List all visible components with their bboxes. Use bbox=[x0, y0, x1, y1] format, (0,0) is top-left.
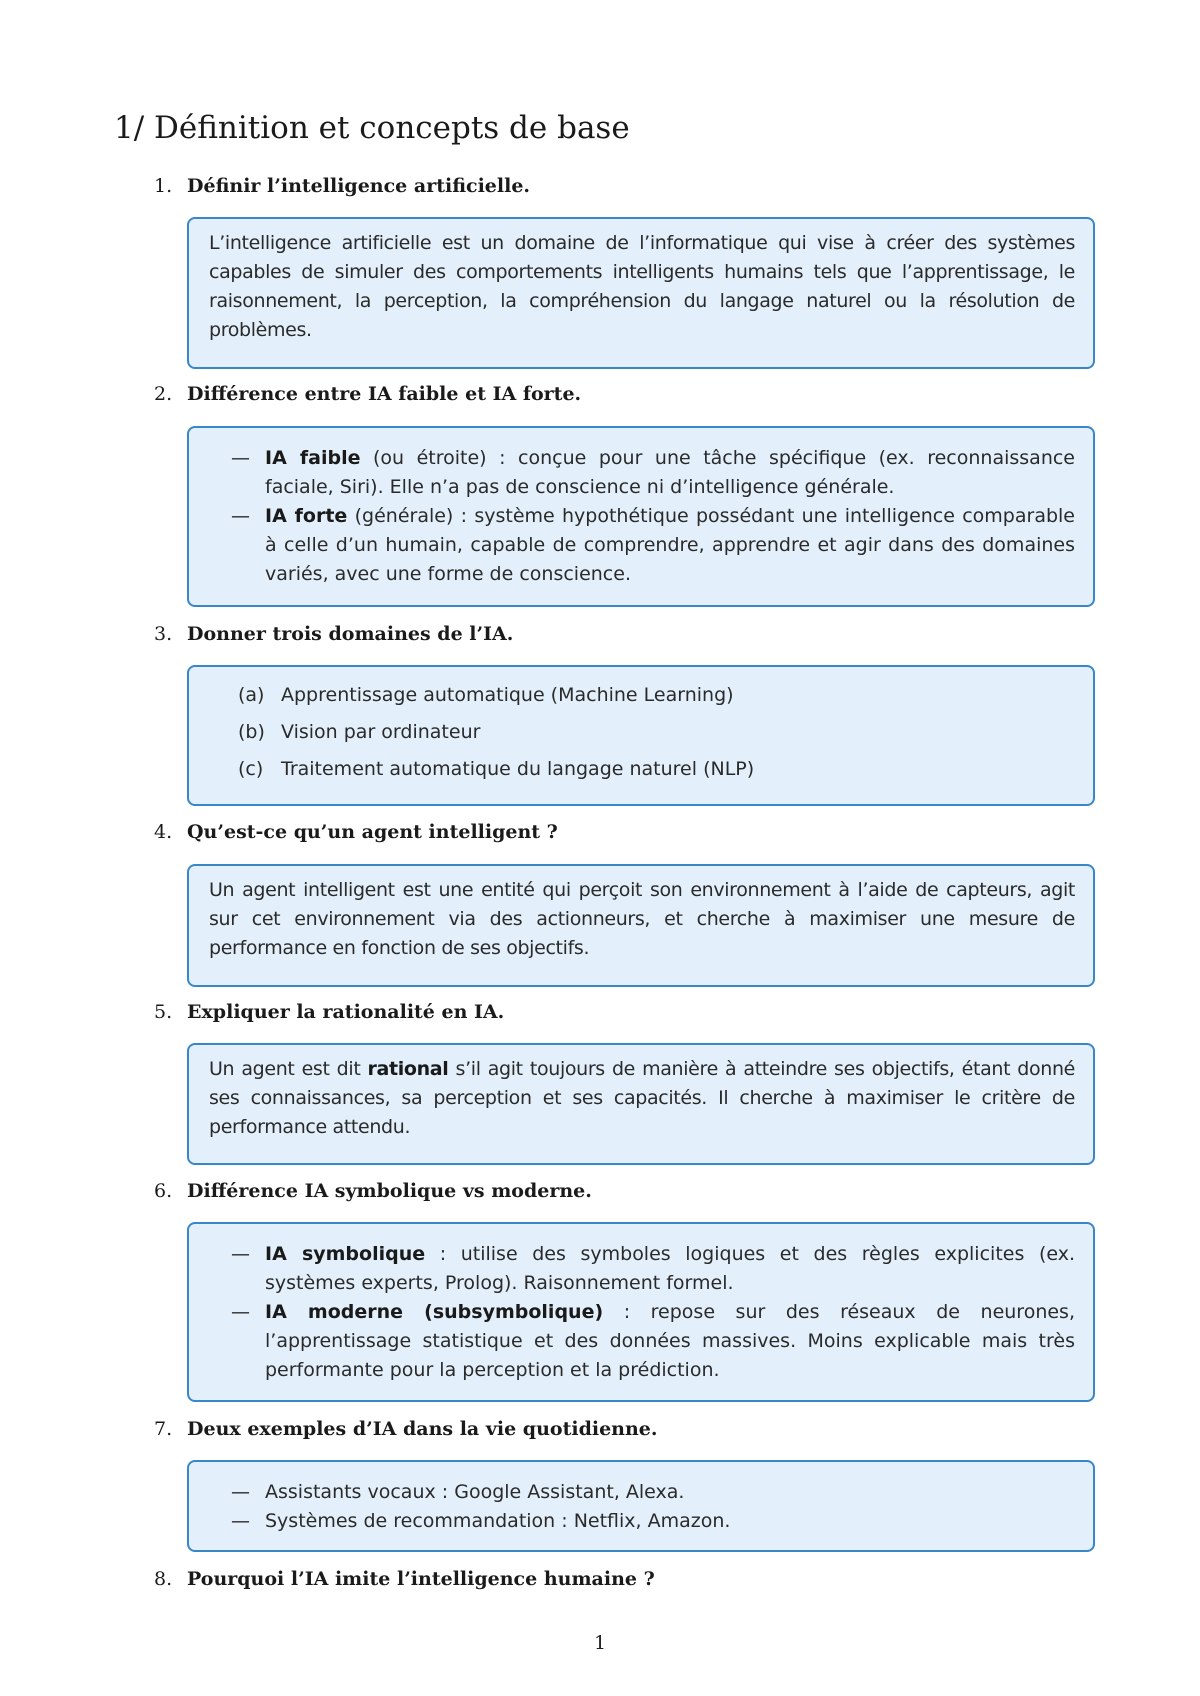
answer-box bbox=[187, 1222, 1095, 1402]
dash-marker: — bbox=[231, 447, 250, 469]
bullet-list bbox=[209, 1240, 1075, 1385]
item-label: (b) bbox=[238, 721, 265, 743]
answer-box bbox=[187, 1460, 1095, 1552]
answer-text bbox=[209, 1055, 1075, 1142]
question-title: Expliquer la rationalité en IA. bbox=[187, 1001, 505, 1023]
term-description: (ou étroite) : conçue pour une tâche spécifique (ex. reconnaissance faciale, Siri). Elle n’a pas de conscience ni d’intelligence générale. bbox=[265, 447, 1076, 498]
answer-box bbox=[187, 864, 1095, 987]
term-description: (générale) : système hypothétique possédant une intelligence comparable à celle d’un humain, capable de comprendre, apprendre et agir dans des domaines variés, avec une forme de conscience. bbox=[265, 505, 1075, 585]
question-heading bbox=[154, 1415, 658, 1443]
question-number: 8. bbox=[154, 1568, 173, 1590]
dash-marker: — bbox=[231, 1243, 250, 1265]
enumerated-list bbox=[209, 681, 1075, 784]
question-title: Différence entre IA faible et IA forte. bbox=[187, 383, 582, 405]
highlighted-term: rational bbox=[367, 1058, 449, 1080]
question-title: Qu’est-ce qu’un agent intelligent ? bbox=[187, 821, 558, 843]
term: IA forte bbox=[265, 505, 348, 527]
item-text: Systèmes de recommandation : Netflix, Amazon. bbox=[265, 1510, 731, 1532]
question-title: Pourquoi l’IA imite l’intelligence humaine ? bbox=[187, 1568, 655, 1590]
answer-box bbox=[187, 217, 1095, 369]
question-title: Donner trois domaines de l’IA. bbox=[187, 623, 514, 645]
item-text: Vision par ordinateur bbox=[281, 721, 481, 743]
bullet-list bbox=[209, 444, 1075, 589]
dash-marker: — bbox=[231, 1481, 250, 1503]
question-number: 3. bbox=[154, 623, 173, 645]
item-label: (a) bbox=[238, 684, 265, 706]
question-number: 2. bbox=[154, 383, 173, 405]
dash-marker: — bbox=[231, 1301, 250, 1323]
list-item bbox=[231, 1478, 1075, 1507]
list-item bbox=[231, 1298, 1075, 1385]
dash-marker: — bbox=[231, 505, 250, 527]
list-item bbox=[231, 1507, 1075, 1536]
term: IA moderne (subsymbolique) bbox=[265, 1301, 604, 1323]
section-title: 1/ Définition et concepts de base bbox=[114, 110, 630, 146]
list-item bbox=[238, 681, 1075, 710]
question-number: 7. bbox=[154, 1418, 173, 1440]
question-number: 6. bbox=[154, 1180, 173, 1202]
list-item bbox=[231, 502, 1075, 589]
question-title: Deux exemples d’IA dans la vie quotidienne. bbox=[187, 1418, 658, 1440]
item-text: Apprentissage automatique (Machine Learning) bbox=[281, 684, 734, 706]
question-heading bbox=[154, 1565, 655, 1593]
list-item bbox=[238, 718, 1075, 747]
question-heading bbox=[154, 1177, 592, 1205]
question-title: Différence IA symbolique vs moderne. bbox=[187, 1180, 592, 1202]
answer-text-before: Un agent est dit bbox=[209, 1058, 368, 1080]
answer-box bbox=[187, 1043, 1095, 1165]
dash-marker: — bbox=[231, 1510, 250, 1532]
term: IA symbolique bbox=[265, 1243, 426, 1265]
item-text: Traitement automatique du langage naturel (NLP) bbox=[281, 758, 755, 780]
question-heading bbox=[154, 620, 513, 648]
answer-text-after: s’il agit toujours de manière à atteindre ses objectifs, étant donné ses connaissances, sa perception et ses capacités. Il cherche à maximiser le critère de performance attendu. bbox=[209, 1058, 1075, 1138]
answer-box bbox=[187, 426, 1095, 607]
question-heading bbox=[154, 998, 504, 1026]
list-item bbox=[238, 755, 1075, 784]
question-number: 1. bbox=[154, 175, 173, 197]
list-item bbox=[231, 1240, 1075, 1298]
answer-text: L’intelligence artificielle est un domaine de l’informatique qui vise à créer des systèmes capables de simuler des comportements intelligents humains tels que l’apprentissage, le raisonnement, la perception, la compréhension du langage naturel ou la résolution de problèmes. bbox=[209, 232, 1075, 341]
page-number: 1 bbox=[593, 1632, 607, 1654]
list-item bbox=[231, 444, 1076, 502]
term: IA faible bbox=[265, 447, 361, 469]
term-description: : utilise des symboles logiques et des règles explicites (ex. systèmes experts, Prolog). Raisonnement formel. bbox=[265, 1243, 1075, 1294]
question-number: 5. bbox=[154, 1001, 173, 1023]
question-heading bbox=[154, 380, 581, 408]
question-heading bbox=[154, 172, 530, 200]
question-number: 4. bbox=[154, 821, 173, 843]
bullet-list bbox=[209, 1478, 1075, 1536]
item-text: Assistants vocaux : Google Assistant, Alexa. bbox=[265, 1481, 685, 1503]
question-title: Définir l’intelligence artificielle. bbox=[187, 175, 531, 197]
question-heading bbox=[154, 818, 558, 846]
answer-text: Un agent intelligent est une entité qui perçoit son environnement à l’aide de capteurs, agit sur cet environnement via des actionneurs, et cherche à maximiser une mesure de performance en fonction de ses objectifs. bbox=[209, 879, 1075, 959]
term-description: : repose sur des réseaux de neurones, l’apprentissage statistique et des données massives. Moins explicable mais très performante pour la perception et la prédiction. bbox=[265, 1301, 1075, 1381]
item-label: (c) bbox=[238, 758, 264, 780]
answer-box bbox=[187, 665, 1095, 806]
